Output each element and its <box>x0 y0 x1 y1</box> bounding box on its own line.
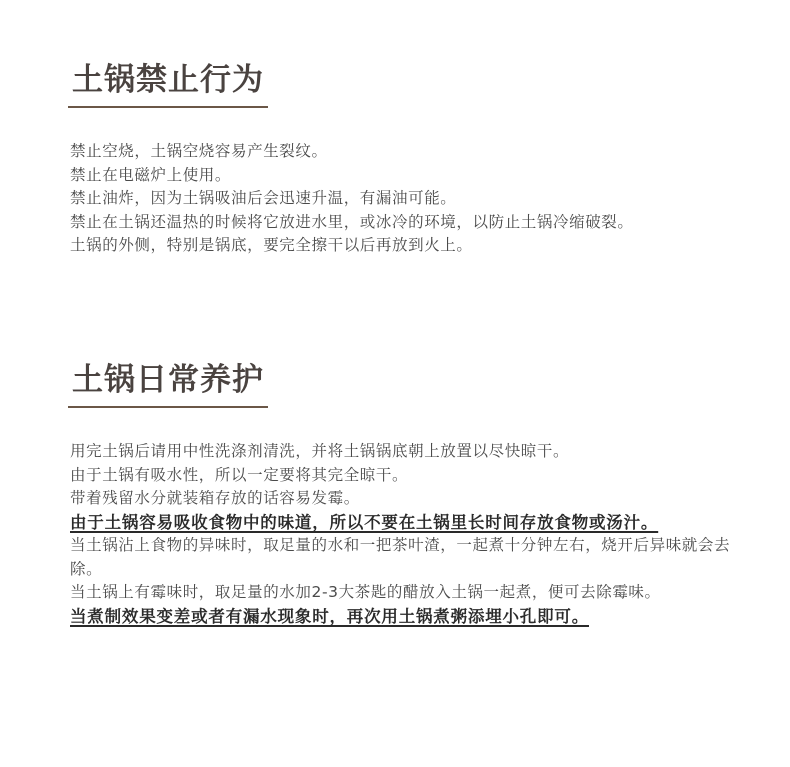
emphasized-paragraph <box>70 605 750 629</box>
section-prohibited-actions <box>70 62 750 258</box>
paragraph: 用完土锅后请用中性洗涤剂清洗，并将土锅锅底朝上放置以尽快晾干。 <box>70 442 570 460</box>
emphasized-paragraph <box>70 511 750 535</box>
emphasized-text: 由于土锅容易吸收食物中的味道，所以不要在土锅里长时间存放食物或汤汁。 <box>70 512 659 532</box>
paragraph: 当土锅沾上食物的异味时，取足量的水和一把茶叶渣，一起煮十分钟左右，烧开后异味就会去除。 <box>70 536 731 578</box>
emphasized-text: 当煮制效果变差或者有漏水现象时，再次用土锅煮粥添埋小孔即可。 <box>70 606 589 626</box>
section-body <box>70 140 750 258</box>
section-title: 土锅日常养护 <box>72 362 264 398</box>
title-underline <box>68 106 268 108</box>
paragraph: 土锅的外侧，特别是锅底，要完全擦干以后再放到火上。 <box>70 236 473 254</box>
section-title: 土锅禁止行为 <box>72 62 264 98</box>
paragraph: 带着残留水分就装箱存放的话容易发霉。 <box>70 489 360 507</box>
paragraph: 禁止空烧，土锅空烧容易产生裂纹。 <box>70 142 328 160</box>
section-daily-care <box>70 362 750 628</box>
paragraph: 由于土锅有吸水性，所以一定要将其完全晾干。 <box>70 465 409 484</box>
paragraph: 禁止在电磁炉上使用。 <box>70 165 232 184</box>
section-body <box>70 440 750 628</box>
title-underline <box>68 406 268 408</box>
paragraph: 当土锅上有霉味时，取足量的水加2-3大茶匙的醋放入土锅一起煮，便可去除霉味。 <box>70 583 661 601</box>
paragraph: 禁止在土锅还温热的时候将它放进水里，或冰冷的环境，以防止土锅冷缩破裂。 <box>70 212 634 231</box>
paragraph: 禁止油炸，因为土锅吸油后会迅速升温，有漏油可能。 <box>70 189 457 207</box>
